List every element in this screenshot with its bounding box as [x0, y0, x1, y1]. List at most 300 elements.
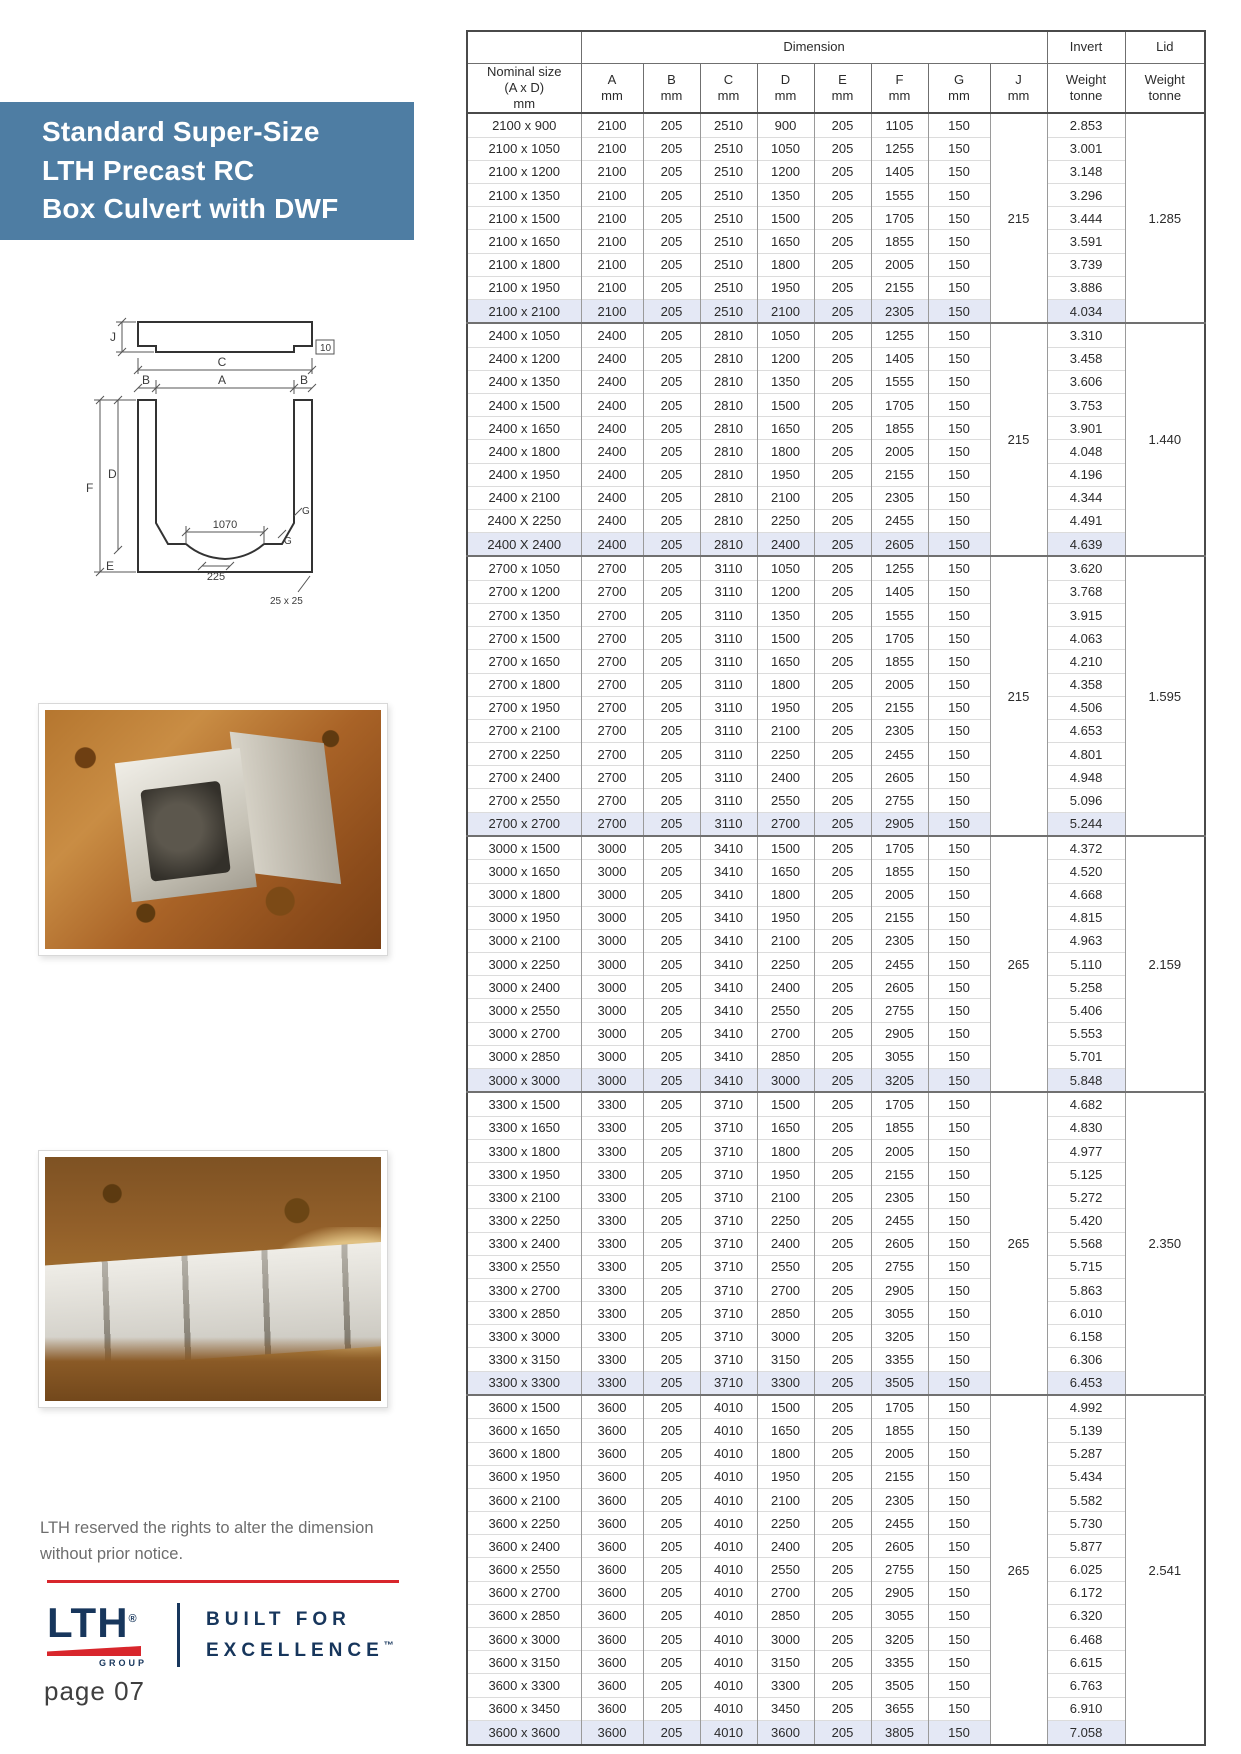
dimension-cell: 3505 — [871, 1674, 928, 1697]
dimension-cell: 3300 — [581, 1139, 643, 1162]
dimension-cell: 205 — [643, 1419, 700, 1442]
dimension-cell: 3410 — [700, 999, 757, 1022]
dimension-cell: 3710 — [700, 1139, 757, 1162]
dimension-cell: 1050 — [757, 323, 814, 347]
nominal-size-cell: 3600 x 3600 — [467, 1720, 581, 1745]
invert-weight-cell: 4.372 — [1047, 836, 1125, 860]
dimension-cell: 205 — [643, 1092, 700, 1116]
dimension-cell: 205 — [643, 929, 700, 952]
nominal-size-cell: 3000 x 2550 — [467, 999, 581, 1022]
table-row — [467, 719, 1205, 742]
dimension-cell: 1555 — [871, 604, 928, 627]
dimension-cell: 205 — [814, 883, 871, 906]
header-col-unit: mm — [717, 87, 740, 103]
table-row — [467, 417, 1205, 440]
dimension-cell: 2700 — [581, 719, 643, 742]
dimension-cell: 3055 — [871, 1045, 928, 1068]
invert-weight-cell: 3.886 — [1047, 276, 1125, 299]
dimension-cell: 2005 — [871, 253, 928, 276]
dimension-cell: 150 — [928, 1278, 990, 1301]
invert-weight-cell: 5.848 — [1047, 1068, 1125, 1092]
dimension-cell: 150 — [928, 1068, 990, 1092]
invert-weight-cell: 4.639 — [1047, 533, 1125, 557]
dimension-cell: 1650 — [757, 417, 814, 440]
dimension-cell: 205 — [814, 1371, 871, 1395]
table-row — [467, 207, 1205, 230]
j-dimension-cell: 215 — [990, 113, 1047, 323]
invert-weight-cell: 3.458 — [1047, 347, 1125, 370]
header-col-e — [814, 63, 871, 113]
dimension-cell: 3110 — [700, 719, 757, 742]
invert-weight-cell: 5.096 — [1047, 789, 1125, 812]
dimension-cell: 205 — [643, 509, 700, 532]
header-lid: Lid — [1125, 31, 1205, 63]
dimension-cell: 205 — [643, 1068, 700, 1092]
dimension-cell: 205 — [814, 533, 871, 557]
dimension-cell: 2510 — [700, 299, 757, 323]
dimension-cell: 205 — [814, 1045, 871, 1068]
dimension-cell: 3055 — [871, 1302, 928, 1325]
invert-weight-cell: 4.653 — [1047, 719, 1125, 742]
table-row — [467, 929, 1205, 952]
dimension-cell: 205 — [814, 836, 871, 860]
dim-label-j: J — [110, 330, 116, 344]
dimension-cell: 4010 — [700, 1651, 757, 1674]
footer-logo-row — [47, 1599, 394, 1668]
dimension-cell: 1555 — [871, 370, 928, 393]
nominal-size-cell: 2400 x 1800 — [467, 440, 581, 463]
table-row — [467, 299, 1205, 323]
nominal-size-cell: 3300 x 2250 — [467, 1209, 581, 1232]
table-row — [467, 230, 1205, 253]
dimension-cell: 1650 — [757, 1116, 814, 1139]
dimension-cell: 3000 — [581, 953, 643, 976]
nominal-size-cell: 2700 x 2550 — [467, 789, 581, 812]
dimension-cell: 205 — [643, 230, 700, 253]
dimension-cell: 150 — [928, 347, 990, 370]
dimension-cell: 2550 — [757, 999, 814, 1022]
dimension-cell: 150 — [928, 766, 990, 789]
dimension-cell: 205 — [814, 160, 871, 183]
dimension-cell: 1800 — [757, 1442, 814, 1465]
dimension-cell: 205 — [814, 440, 871, 463]
dimension-cell: 3600 — [581, 1512, 643, 1535]
dimension-cell: 1950 — [757, 463, 814, 486]
table-row — [467, 1163, 1205, 1186]
nominal-size-cell: 3600 x 1950 — [467, 1465, 581, 1488]
dimension-cell: 205 — [814, 976, 871, 999]
nominal-size-cell: 2700 x 1350 — [467, 604, 581, 627]
dimension-cell: 2400 — [757, 766, 814, 789]
dimension-cell: 205 — [814, 230, 871, 253]
dimension-cell: 150 — [928, 556, 990, 580]
dimension-cell: 150 — [928, 463, 990, 486]
dimension-cell: 205 — [643, 394, 700, 417]
dimension-cell: 205 — [814, 1302, 871, 1325]
dimension-cell: 205 — [814, 812, 871, 836]
table-row — [467, 533, 1205, 557]
table-row — [467, 766, 1205, 789]
header-nominal-line: Nominal size — [487, 63, 562, 79]
dimension-cell: 150 — [928, 1116, 990, 1139]
dimension-cell: 2305 — [871, 299, 928, 323]
dimension-cell: 150 — [928, 1232, 990, 1255]
dimension-cell: 150 — [928, 860, 990, 883]
dimension-cell: 3600 — [581, 1581, 643, 1604]
dimension-cell: 205 — [643, 673, 700, 696]
lid-weight-cell: 2.159 — [1125, 836, 1205, 1092]
invert-weight-cell: 6.025 — [1047, 1558, 1125, 1581]
lid-weight-cell: 1.440 — [1125, 323, 1205, 556]
dimension-cell: 205 — [643, 1186, 700, 1209]
dimension-cell: 1500 — [757, 627, 814, 650]
dimension-cell: 2605 — [871, 533, 928, 557]
dimension-cell: 2850 — [757, 1302, 814, 1325]
dimension-cell: 1705 — [871, 394, 928, 417]
nominal-size-cell: 3600 x 2700 — [467, 1581, 581, 1604]
table-row — [467, 1558, 1205, 1581]
table-row — [467, 160, 1205, 183]
table-row — [467, 580, 1205, 603]
table-row — [467, 883, 1205, 906]
header-row-1 — [467, 31, 1205, 63]
dimension-cell: 3710 — [700, 1092, 757, 1116]
trademark-icon: ™ — [383, 1640, 394, 1652]
invert-weight-cell: 5.125 — [1047, 1163, 1125, 1186]
table-body — [467, 113, 1205, 1745]
dim-label-225: 225 — [206, 571, 226, 583]
invert-weight-cell: 3.148 — [1047, 160, 1125, 183]
header-col-c — [700, 63, 757, 113]
dimension-cell: 150 — [928, 1325, 990, 1348]
dimension-cell: 205 — [814, 1628, 871, 1651]
dimension-cell: 3300 — [581, 1325, 643, 1348]
nominal-size-cell: 3000 x 3000 — [467, 1068, 581, 1092]
dimension-cell: 150 — [928, 1628, 990, 1651]
dimension-cell: 205 — [643, 696, 700, 719]
table-row — [467, 509, 1205, 532]
dimension-cell: 205 — [643, 1139, 700, 1162]
dimension-cell: 2100 — [581, 113, 643, 137]
invert-weight-cell: 5.701 — [1047, 1045, 1125, 1068]
nominal-size-cell: 2400 x 1500 — [467, 394, 581, 417]
dimension-cell: 3600 — [581, 1465, 643, 1488]
dimension-cell: 2455 — [871, 743, 928, 766]
dimension-cell: 205 — [814, 486, 871, 509]
table-row — [467, 976, 1205, 999]
dimension-cell: 1255 — [871, 556, 928, 580]
dimension-cell: 2100 — [757, 1186, 814, 1209]
dimension-cell: 2100 — [757, 1488, 814, 1511]
dimension-cell: 150 — [928, 604, 990, 627]
dimension-cell: 2100 — [581, 253, 643, 276]
dimension-cell: 3410 — [700, 953, 757, 976]
registered-trademark-icon: ® — [128, 1613, 138, 1625]
dimension-cell: 3000 — [581, 883, 643, 906]
dimension-table — [466, 30, 1206, 1746]
header-invert: Invert — [1047, 31, 1125, 63]
dim-label-b-right: B — [299, 373, 309, 387]
nominal-size-cell: 2100 x 1050 — [467, 137, 581, 160]
dimension-cell: 205 — [643, 1674, 700, 1697]
dimension-cell: 2400 — [581, 370, 643, 393]
header-col-g — [928, 63, 990, 113]
invert-weight-cell: 6.615 — [1047, 1651, 1125, 1674]
nominal-size-cell: 3300 x 1500 — [467, 1092, 581, 1116]
dimension-cell: 150 — [928, 113, 990, 137]
table-row — [467, 463, 1205, 486]
invert-weight-cell: 3.753 — [1047, 394, 1125, 417]
dimension-cell: 3110 — [700, 580, 757, 603]
dimension-cell: 150 — [928, 160, 990, 183]
page-title — [42, 113, 338, 229]
nominal-size-cell: 2700 x 2700 — [467, 812, 581, 836]
dimension-cell: 2810 — [700, 509, 757, 532]
dimension-cell: 2100 — [581, 160, 643, 183]
dimension-cell: 3805 — [871, 1720, 928, 1745]
dimension-cell: 2810 — [700, 486, 757, 509]
invert-weight-cell: 5.730 — [1047, 1512, 1125, 1535]
dimension-cell: 2700 — [581, 580, 643, 603]
dimension-cell: 2605 — [871, 976, 928, 999]
invert-weight-cell: 4.491 — [1047, 509, 1125, 532]
dimension-cell: 3410 — [700, 836, 757, 860]
dimension-cell: 2510 — [700, 276, 757, 299]
dimension-cell: 3410 — [700, 1022, 757, 1045]
dimension-cell: 2700 — [581, 604, 643, 627]
dimension-cell: 205 — [643, 1628, 700, 1651]
nominal-size-cell: 3300 x 1650 — [467, 1116, 581, 1139]
dimension-cell: 2250 — [757, 1512, 814, 1535]
dimension-cell: 205 — [643, 323, 700, 347]
dimension-cell: 205 — [814, 1348, 871, 1371]
dimension-cell: 3410 — [700, 976, 757, 999]
dimension-cell: 205 — [643, 253, 700, 276]
dimension-cell: 205 — [643, 1604, 700, 1627]
dimension-cell: 2400 — [581, 394, 643, 417]
dimension-cell: 2810 — [700, 463, 757, 486]
table-row — [467, 789, 1205, 812]
invert-weight-cell: 6.468 — [1047, 1628, 1125, 1651]
invert-weight-cell: 5.258 — [1047, 976, 1125, 999]
dimension-cell: 205 — [643, 533, 700, 557]
nominal-size-cell: 3600 x 3150 — [467, 1651, 581, 1674]
table-header — [467, 31, 1205, 113]
dimension-cell: 205 — [814, 1116, 871, 1139]
dimension-cell: 3000 — [581, 1022, 643, 1045]
dimension-cell: 3000 — [581, 976, 643, 999]
dimension-cell: 205 — [643, 1371, 700, 1395]
invert-weight-cell: 6.763 — [1047, 1674, 1125, 1697]
tagline-line-1: BUILT FOR — [206, 1608, 351, 1630]
weight-label: Weight — [1065, 71, 1107, 87]
dimension-cell: 2755 — [871, 1558, 928, 1581]
dimension-cell: 205 — [814, 604, 871, 627]
dimension-cell: 2100 — [581, 276, 643, 299]
invert-weight-cell: 6.910 — [1047, 1697, 1125, 1720]
dimension-cell: 150 — [928, 440, 990, 463]
dimension-cell: 2700 — [757, 1022, 814, 1045]
dimension-cell: 3710 — [700, 1186, 757, 1209]
invert-weight-cell: 5.568 — [1047, 1232, 1125, 1255]
dimension-cell: 205 — [814, 1395, 871, 1419]
header-col-unit: mm — [948, 87, 970, 103]
dimension-cell: 205 — [814, 1022, 871, 1045]
nominal-size-cell: 3300 x 2100 — [467, 1186, 581, 1209]
dimension-cell: 2810 — [700, 440, 757, 463]
dimension-cell: 2100 — [581, 184, 643, 207]
dimension-cell: 205 — [643, 137, 700, 160]
dimension-cell: 4010 — [700, 1581, 757, 1604]
dimension-cell: 3300 — [581, 1278, 643, 1301]
nominal-size-cell: 2700 x 1200 — [467, 580, 581, 603]
dimension-cell: 205 — [643, 1325, 700, 1348]
dimension-cell: 2605 — [871, 1232, 928, 1255]
dimension-cell: 205 — [814, 1139, 871, 1162]
dimension-cell: 1500 — [757, 207, 814, 230]
header-col-b — [643, 63, 700, 113]
invert-weight-cell: 4.358 — [1047, 673, 1125, 696]
title-line-3: Box Culvert with DWF — [42, 193, 339, 225]
dimension-cell: 205 — [814, 1720, 871, 1745]
table-row — [467, 1232, 1205, 1255]
dimension-cell: 2755 — [871, 999, 928, 1022]
dimension-cell: 1255 — [871, 137, 928, 160]
nominal-size-cell: 2100 x 1800 — [467, 253, 581, 276]
invert-weight-cell: 4.948 — [1047, 766, 1125, 789]
nominal-size-cell: 2400 x 1350 — [467, 370, 581, 393]
dimension-cell: 3710 — [700, 1116, 757, 1139]
dimension-cell: 205 — [643, 766, 700, 789]
dimension-cell: 150 — [928, 580, 990, 603]
invert-weight-cell: 4.048 — [1047, 440, 1125, 463]
dimension-cell: 150 — [928, 836, 990, 860]
dimension-cell: 205 — [814, 1512, 871, 1535]
header-nominal-size — [467, 63, 581, 113]
logo-divider — [177, 1603, 180, 1667]
dimension-cell: 205 — [643, 1116, 700, 1139]
precast-culvert-unit — [114, 730, 343, 919]
dimension-cell: 205 — [643, 812, 700, 836]
table-row — [467, 999, 1205, 1022]
nominal-size-cell: 3000 x 2250 — [467, 953, 581, 976]
invert-weight-cell: 4.830 — [1047, 1116, 1125, 1139]
invert-weight-cell: 5.863 — [1047, 1278, 1125, 1301]
nominal-size-cell: 2400 x 1050 — [467, 323, 581, 347]
dimension-cell: 205 — [814, 1488, 871, 1511]
dimension-cell: 150 — [928, 953, 990, 976]
nominal-size-cell: 2700 x 1950 — [467, 696, 581, 719]
dimension-cell: 205 — [643, 976, 700, 999]
dimension-cell: 150 — [928, 370, 990, 393]
table-row — [467, 1325, 1205, 1348]
dimension-cell: 2550 — [757, 1255, 814, 1278]
dimension-cell: 2850 — [757, 1604, 814, 1627]
invert-weight-cell: 3.606 — [1047, 370, 1125, 393]
dimension-cell: 3110 — [700, 766, 757, 789]
dimension-cell: 2455 — [871, 1209, 928, 1232]
dimension-cell: 205 — [814, 556, 871, 580]
invert-weight-cell: 4.506 — [1047, 696, 1125, 719]
dimension-cell: 2100 — [757, 719, 814, 742]
dimension-cell: 2700 — [581, 696, 643, 719]
dimension-cell: 3300 — [581, 1092, 643, 1116]
dimension-cell: 205 — [643, 789, 700, 812]
dimension-cell: 205 — [643, 1488, 700, 1511]
dimension-cell: 205 — [814, 1651, 871, 1674]
dimension-cell: 2850 — [757, 1045, 814, 1068]
dimension-cell: 2005 — [871, 440, 928, 463]
dimension-cell: 150 — [928, 1465, 990, 1488]
dimension-cell: 205 — [643, 556, 700, 580]
dimension-cell: 205 — [814, 1674, 871, 1697]
dimension-cell: 205 — [814, 1255, 871, 1278]
dimension-cell: 205 — [643, 1045, 700, 1068]
dimension-cell: 205 — [814, 1325, 871, 1348]
dimension-cell: 205 — [643, 1022, 700, 1045]
invert-weight-cell: 6.158 — [1047, 1325, 1125, 1348]
nominal-size-cell: 3600 x 3000 — [467, 1628, 581, 1651]
dimension-cell: 205 — [643, 999, 700, 1022]
dimension-cell: 1705 — [871, 627, 928, 650]
dimension-cell: 205 — [814, 370, 871, 393]
dimension-cell: 205 — [814, 1209, 871, 1232]
dimension-cell: 3300 — [581, 1371, 643, 1395]
dimension-cell: 2155 — [871, 276, 928, 299]
dimension-cell: 205 — [814, 1163, 871, 1186]
dimension-cell: 1800 — [757, 1139, 814, 1162]
dim-label-e: E — [106, 559, 115, 573]
dimension-cell: 3000 — [581, 999, 643, 1022]
dimension-cell: 1855 — [871, 1419, 928, 1442]
dimension-cell: 205 — [814, 1581, 871, 1604]
dimension-cell: 2400 — [757, 1232, 814, 1255]
dimension-cell: 3110 — [700, 673, 757, 696]
dimension-cell: 3410 — [700, 860, 757, 883]
dimension-cell: 150 — [928, 1720, 990, 1745]
dim-label-b-left: B — [141, 373, 151, 387]
dimension-cell: 205 — [643, 836, 700, 860]
dimension-cell: 205 — [643, 1302, 700, 1325]
invert-weight-cell: 4.063 — [1047, 627, 1125, 650]
header-corner-cell — [467, 31, 581, 63]
dimension-cell: 2400 — [581, 347, 643, 370]
dimension-cell: 2510 — [700, 113, 757, 137]
dimension-cell: 2700 — [581, 673, 643, 696]
dimension-cell: 2700 — [581, 627, 643, 650]
dimension-cell: 1650 — [757, 230, 814, 253]
nominal-size-cell: 2700 x 1050 — [467, 556, 581, 580]
dimension-cell: 205 — [643, 1278, 700, 1301]
dimension-cell: 3600 — [581, 1395, 643, 1419]
dimension-cell: 150 — [928, 1209, 990, 1232]
dimension-cell: 1050 — [757, 556, 814, 580]
dimension-cell: 150 — [928, 696, 990, 719]
dimension-cell: 2810 — [700, 394, 757, 417]
invert-weight-cell: 6.320 — [1047, 1604, 1125, 1627]
dimension-cell: 2700 — [757, 1581, 814, 1604]
dimension-cell: 2100 — [757, 299, 814, 323]
dimension-cell: 2005 — [871, 1139, 928, 1162]
dimension-cell: 205 — [643, 1535, 700, 1558]
dimension-cell: 3300 — [581, 1116, 643, 1139]
dimension-cell: 3600 — [581, 1535, 643, 1558]
invert-weight-cell: 3.444 — [1047, 207, 1125, 230]
dimension-cell: 2400 — [581, 417, 643, 440]
header-col-letter: J — [1015, 71, 1022, 87]
chamfer-note: 25 x 25 — [270, 596, 303, 607]
dimension-cell: 1950 — [757, 1465, 814, 1488]
